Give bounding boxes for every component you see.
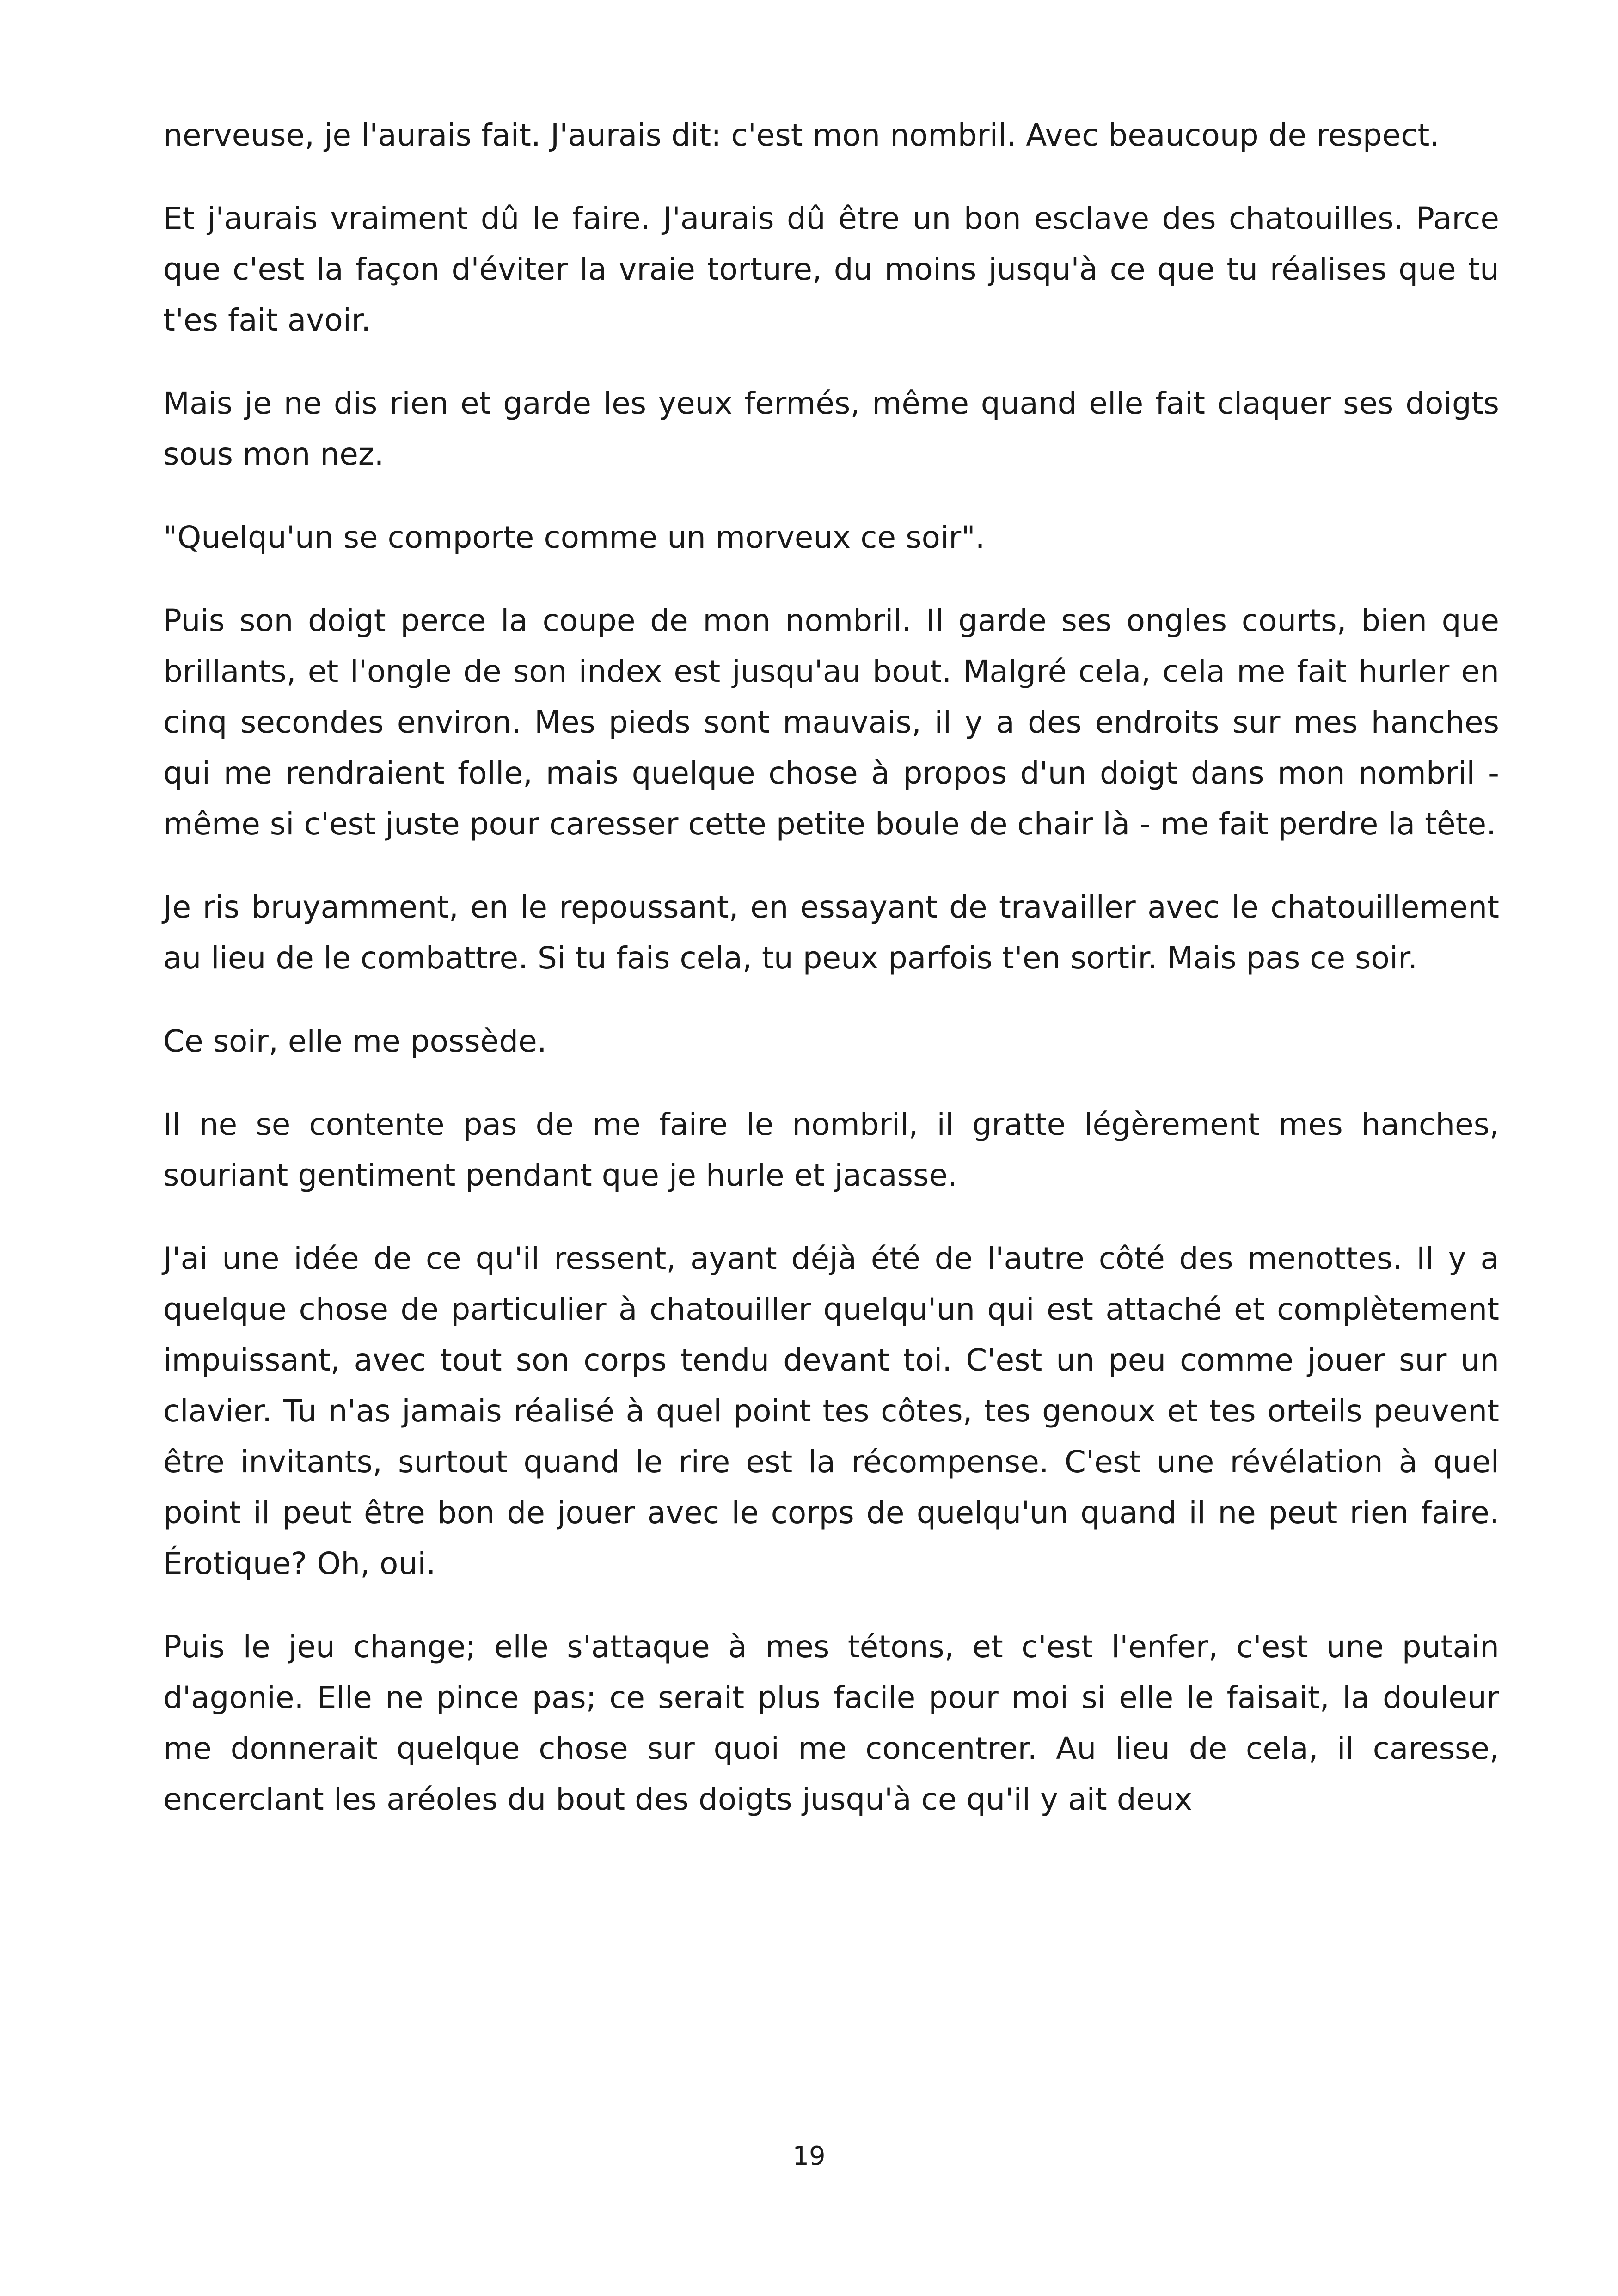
paragraph: "Quelqu'un se comporte comme un morveux ce soir". [163, 520, 985, 555]
paragraph: Et j'aurais vraiment dû le faire. J'aurais dû être un bon esclave des chatouilles. Parce que c'est la façon d'éviter la vraie torture, du moins jusqu'à ce que tu réalises que tu t'es fait avoir. [163, 201, 1499, 338]
body-text [163, 110, 1499, 1825]
paragraph: Mais je ne dis rien et garde les yeux fermés, même quand elle fait claquer ses doigts sous mon nez. [163, 386, 1499, 472]
paragraph: Je ris bruyamment, en le repoussant, en essayant de travailler avec le chatouillement au lieu de le combattre. Si tu fais cela, tu peux parfois t'en sortir. Mais pas ce soir. [163, 889, 1499, 976]
paragraph: Puis le jeu change; elle s'attaque à mes tétons, et c'est l'enfer, c'est une putain d'agonie. Elle ne pince pas; ce serait plus facile pour moi si elle le faisait, la douleur me donnerait quelque chose sur quoi me concentrer. Au lieu de cela, il caresse, encerclant les aréoles du bout des doigts jusqu'à ce qu'il y ait deux [163, 1629, 1499, 1817]
paragraph: nerveuse, je l'aurais fait. J'aurais dit: c'est mon nombril. Avec beaucoup de respect. [163, 117, 1440, 153]
paragraph: Puis son doigt perce la coupe de mon nombril. Il garde ses ongles courts, bien que brillants, et l'ongle de son index est jusqu'au bout. Malgré cela, cela me fait hurler en cinq secondes environ. Mes pieds sont mauvais, il y a des endroits sur mes hanches qui me rendraient folle, mais quelque chose à propos d'un doigt dans mon nombril - même si c'est juste pour caresser cette petite boule de chair là - me fait perdre la tête. [163, 603, 1499, 842]
page-number: 19 [792, 2141, 826, 2171]
paragraph: Il ne se contente pas de me faire le nombril, il gratte légèrement mes hanches, souriant gentiment pendant que je hurle et jacasse. [163, 1107, 1499, 1193]
paragraph: J'ai une idée de ce qu'il ressent, ayant déjà été de l'autre côté des menottes. Il y a quelque chose de particulier à chatouiller quelqu'un qui est attaché et complètement impuissant, avec tout son corps tendu devant toi. C'est un peu comme jouer sur un clavier. Tu n'as jamais réalisé à quel point tes côtes, tes genoux et tes orteils peuvent être invitants, surtout quand le rire est la récompense. C'est une révélation à quel point il peut être bon de jouer avec le corps de quelqu'un quand il ne peut rien faire. Érotique? Oh, oui. [163, 1241, 1499, 1581]
paragraph: Ce soir, elle me possède. [163, 1023, 547, 1059]
